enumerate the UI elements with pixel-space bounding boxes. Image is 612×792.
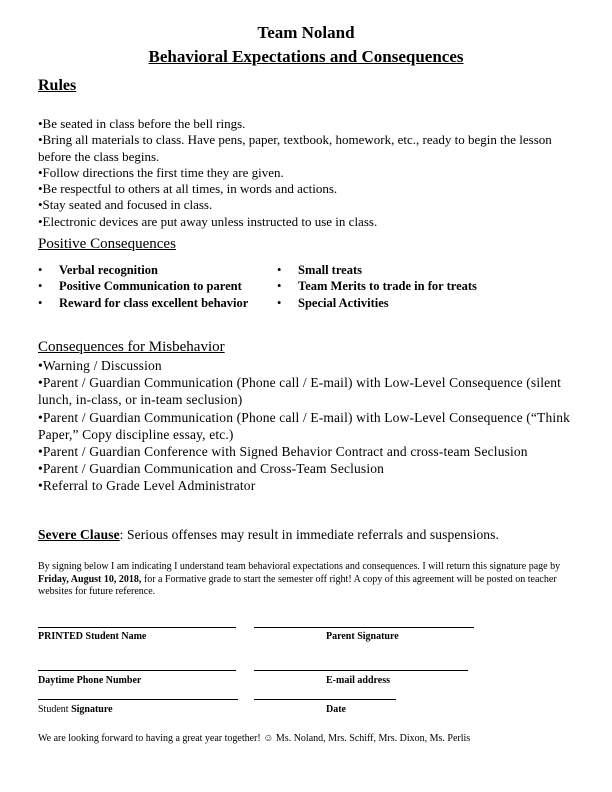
misbehavior-list xyxy=(38,357,578,495)
printed-name-line[interactable] xyxy=(38,627,236,628)
rule-item: •Be seated in class before the bell rings. xyxy=(38,116,246,131)
daytime-phone-label: Daytime Phone Number xyxy=(38,675,142,686)
rule-item: •Bring all materials to class. Have pens, paper, textbook, homework, etc., ready to begin the lesson before the class begins. xyxy=(38,132,552,164)
rule-item: •Be respectful to others at all times, in words and actions. xyxy=(38,181,338,197)
misbehavior-item: •Parent / Guardian Communication (Phone call / E-mail) with Low-Level Consequence (“Think Paper,” Copy discipline essay, etc.) xyxy=(38,409,571,442)
bullet-icon: • xyxy=(38,263,43,277)
date-line[interactable] xyxy=(254,699,396,700)
parent-signature-label: Parent Signature xyxy=(326,631,399,642)
list-item: • Verbal recognition xyxy=(38,263,158,277)
list-item: • Small treats xyxy=(277,263,362,277)
parent-signature-line[interactable] xyxy=(254,627,474,628)
date-label: Date xyxy=(326,704,346,715)
misbehavior-item: •Parent / Guardian Conference with Signed Behavior Contract and cross-team Seclusion xyxy=(38,444,528,460)
closing-note: We are looking forward to having a great year together! ☺ Ms. Noland, Mrs. Schiff, Mrs. Dixon, Ms. Perlis xyxy=(38,733,471,744)
bullet-icon: • xyxy=(277,295,282,310)
page-subtitle: Behavioral Expectations and Consequences xyxy=(148,47,464,66)
misbehavior-item: •Warning / Discussion xyxy=(38,358,162,373)
list-item: • Team Merits to trade in for treats xyxy=(277,279,477,294)
rule-item: •Stay seated and focused in class. xyxy=(38,197,213,213)
student-signature-label: Student Signature xyxy=(38,704,113,715)
misbehavior-heading: Consequences for Misbehavior xyxy=(38,339,225,355)
bullet-icon: • xyxy=(277,263,282,277)
severe-clause-label: Severe Clause xyxy=(38,527,120,542)
signing-statement: By signing below I am indicating I understand team behavioral expectations and consequences. I will return this signature page by Friday, August 10, 2018, for a Formative grade to start the semester off right! A copy of this agreement will be posted on teacher websites for future reference. xyxy=(38,561,561,597)
severe-clause xyxy=(38,527,499,543)
bullet-icon: • xyxy=(38,279,43,294)
printed-name-label: PRINTED Student Name xyxy=(38,631,147,642)
positive-consequences-heading: Positive Consequences xyxy=(38,236,176,252)
email-line[interactable] xyxy=(254,670,468,671)
misbehavior-item: •Parent / Guardian Communication (Phone call / E-mail) with Low-Level Consequence (silent lunch, in-class, or in-team seclusion) xyxy=(38,375,562,408)
due-date: Friday, August 10, 2018, xyxy=(38,573,142,585)
positive-list-right xyxy=(277,262,517,311)
page-title: Team Noland xyxy=(257,23,355,42)
misbehavior-item: •Referral to Grade Level Administrator xyxy=(38,478,256,494)
rules-list xyxy=(38,116,578,230)
severe-clause-text: : Serious offenses may result in immediate referrals and suspensions. xyxy=(119,527,499,542)
misbehavior-item: •Parent / Guardian Communication and Cross-Team Seclusion xyxy=(38,461,385,477)
bullet-icon: • xyxy=(38,295,43,310)
rules-heading: Rules xyxy=(38,77,77,94)
list-item: • Reward for class excellent behavior xyxy=(38,295,249,310)
list-item: • Positive Communication to parent xyxy=(38,279,242,294)
student-signature-line[interactable] xyxy=(38,699,238,700)
list-item: • Special Activities xyxy=(277,295,389,310)
bullet-icon: • xyxy=(277,279,282,294)
rule-item: •Follow directions the first time they are given. xyxy=(38,164,284,180)
email-label: E-mail address xyxy=(326,675,390,686)
daytime-phone-line[interactable] xyxy=(38,670,236,671)
rule-item: •Electronic devices are put away unless instructed to use in class. xyxy=(38,213,378,229)
positive-list-left xyxy=(38,262,273,311)
